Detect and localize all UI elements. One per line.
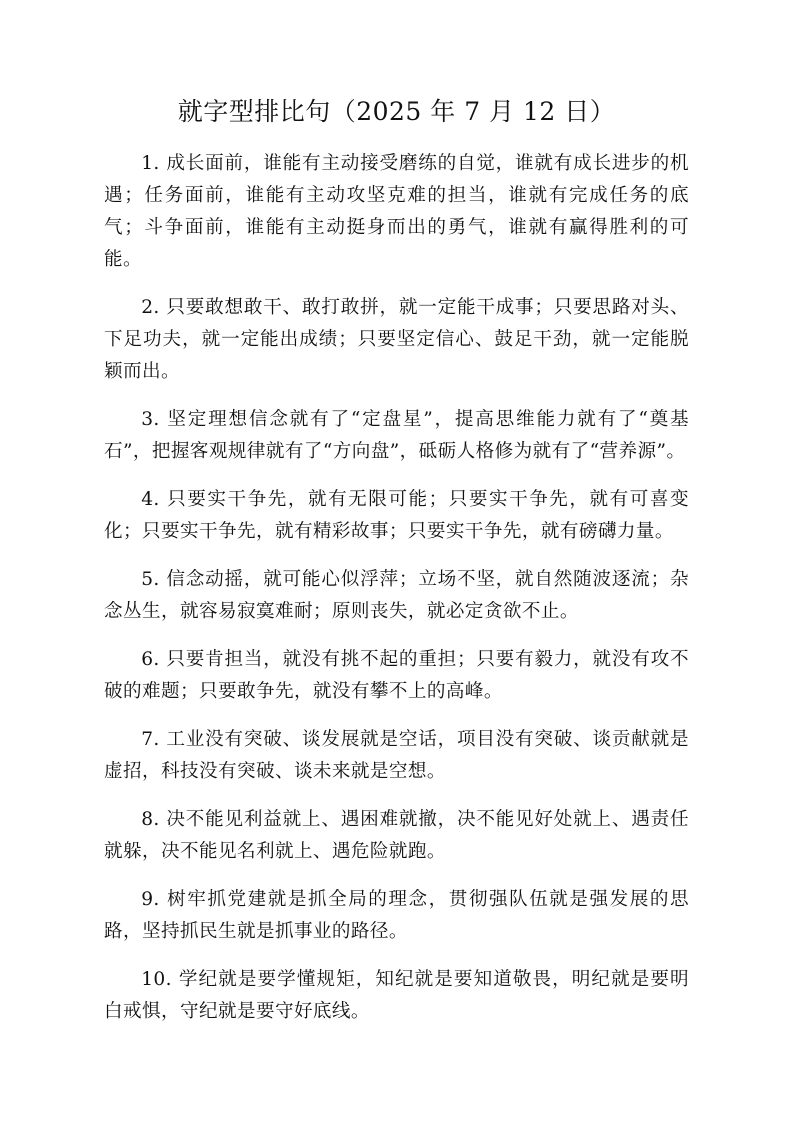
sentence-item-7: 7. 工业没有突破、谈发展就是空话，项目没有突破、谈贡献就是虚招，科技没有突破、谈未来就是空想。 — [104, 729, 689, 782]
sentence-item-3: 3. 坚定理想信念就有了“定盘星”，提高思维能力就有了“奠基石”，把握客观规律就有了“方向盘”，砥砺人格修为就有了“营养源”。 — [104, 409, 689, 462]
sentence-list — [104, 148, 689, 1028]
sentence-item-4: 4. 只要实干争先，就有无限可能；只要实干争先，就有可喜变化；只要实干争先，就有精彩故事；只要实干争先，就有磅礴力量。 — [104, 489, 689, 542]
sentence-item-1: 1. 成长面前，谁能有主动接受磨练的自觉，谁就有成长进步的机遇；任务面前，谁能有主动攻坚克难的担当，谁就有完成任务的底气；斗争面前，谁能有主动挺身而出的勇气，谁就有赢得胜利的可能。 — [104, 153, 689, 270]
sentence-item-5: 5. 信念动摇，就可能心似浮萍；立场不坚，就自然随波逐流；杂念丛生，就容易寂寞难耐；原则丧失，就必定贪欲不止。 — [104, 569, 689, 622]
sentence-item-10: 10. 学纪就是要学懂规矩，知纪就是要知道敬畏，明纪就是要明白戒惧，守纪就是要守好底线。 — [104, 969, 689, 1022]
document-title: 就字型排比句（2025 年 7 月 12 日） — [177, 97, 616, 126]
sentence-item-9: 9. 树牢抓党建就是抓全局的理念，贯彻强队伍就是强发展的思路，坚持抓民生就是抓事业的路径。 — [104, 889, 689, 942]
sentence-item-6: 6. 只要肯担当，就没有挑不起的重担；只要有毅力，就没有攻不破的难题；只要敢争先，就没有攀不上的高峰。 — [104, 649, 689, 702]
sentence-item-2: 2. 只要敢想敢干、敢打敢拼，就一定能干成事；只要思路对头、下足功夫，就一定能出成绩；只要坚定信心、鼓足干劲，就一定能脱颖而出。 — [104, 297, 689, 382]
sentence-item-8: 8. 决不能见利益就上、遇困难就撤，决不能见好处就上、遇责任就躲，决不能见名利就上、遇危险就跑。 — [104, 809, 689, 862]
